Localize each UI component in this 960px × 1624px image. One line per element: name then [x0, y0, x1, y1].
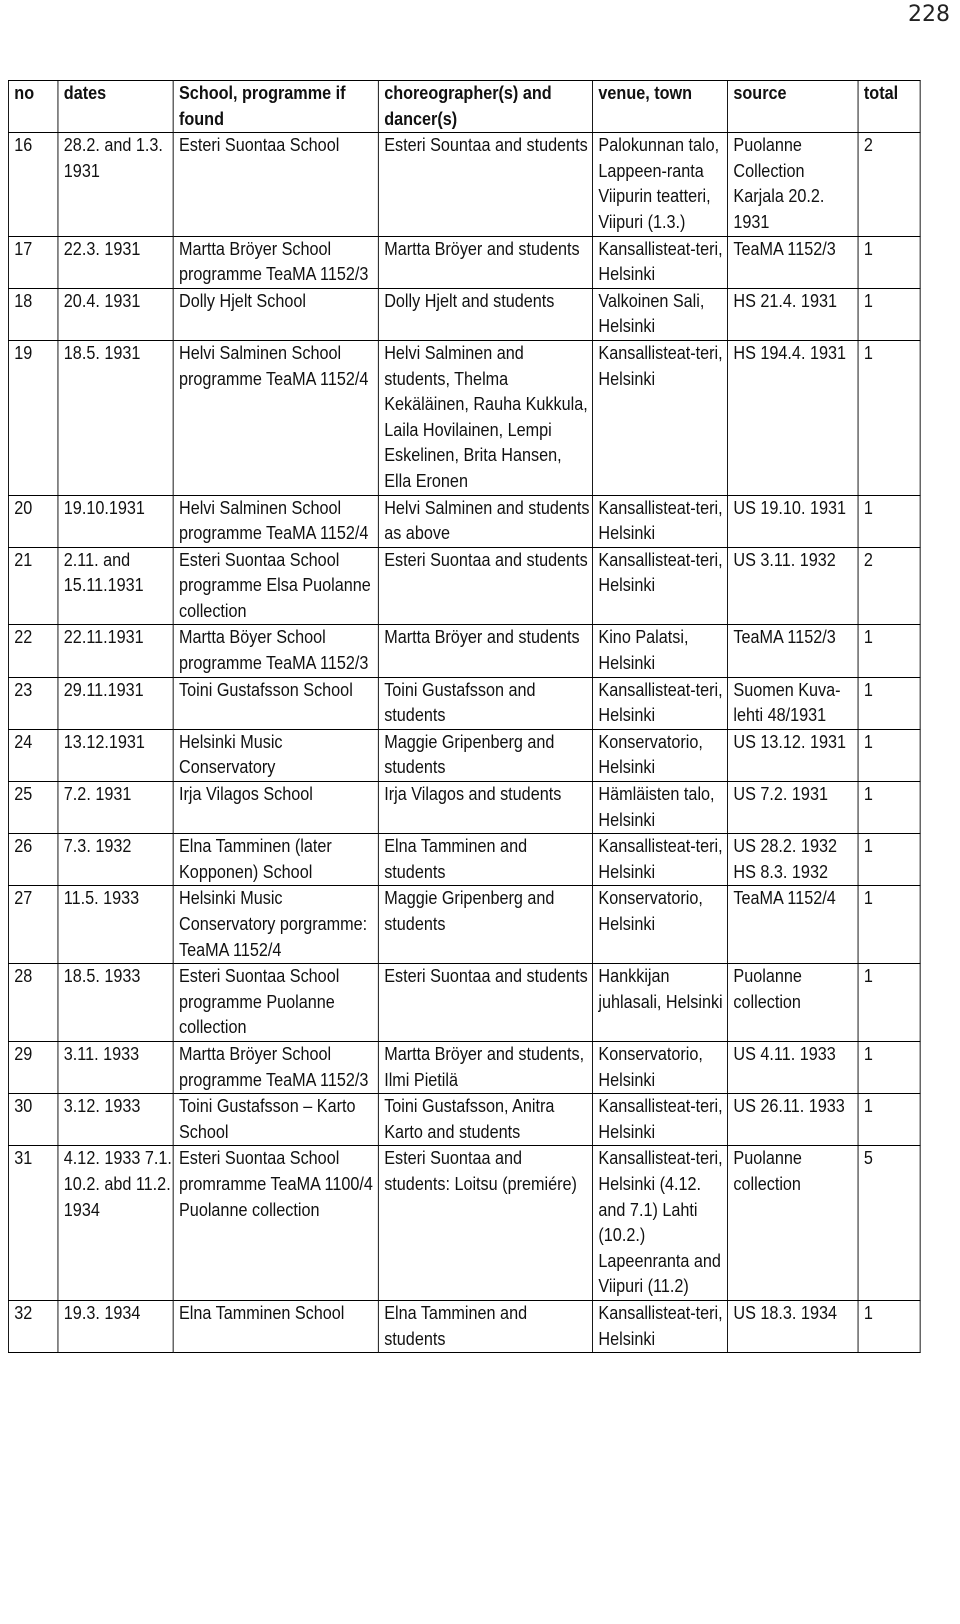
- table-row: [8, 625, 920, 677]
- cell-venue: Hankkijan juhlasali, Helsinki: [593, 964, 728, 1042]
- cell-school: Esteri Suontaa School programme Puolanne collection: [173, 964, 378, 1042]
- cell-dates: 28.2. and 1.3. 1931: [58, 133, 173, 236]
- cell-dates: 18.5. 1933: [58, 964, 173, 1042]
- cell-no: 20: [8, 495, 57, 547]
- cell-total: 2: [858, 133, 920, 236]
- cell-choreographer: Esteri Suontaa and students: Loitsu (premiére): [378, 1146, 592, 1301]
- cell-source: TeaMA 1152/4: [728, 886, 859, 964]
- cell-total: 1: [858, 288, 920, 340]
- cell-venue: Kansallisteat-teri, Helsinki: [593, 1094, 728, 1146]
- cell-school: Helvi Salminen School programme TeaMA 1152/4: [173, 340, 378, 495]
- table-row: [8, 677, 920, 729]
- cell-dates: 18.5. 1931: [58, 340, 173, 495]
- cell-school: Toini Gustafsson School: [173, 677, 378, 729]
- table-body: [8, 133, 920, 1353]
- cell-total: 1: [858, 729, 920, 781]
- cell-choreographer: Esteri Sountaa and students: [378, 133, 592, 236]
- cell-school: Esteri Suontaa School programme Elsa Puolanne collection: [173, 547, 378, 625]
- cell-source: US 4.11. 1933: [728, 1041, 859, 1093]
- cell-source: Puolanne collection: [728, 1146, 859, 1301]
- cell-venue: Kansallisteat-teri, Helsinki: [593, 495, 728, 547]
- cell-venue: Kansallisteat-teri, Helsinki (4.12. and 7.1) Lahti (10.2.) Lapeenranta and Viipuri (11.2): [593, 1146, 728, 1301]
- header-no: no: [8, 81, 57, 133]
- table-row: [8, 133, 920, 236]
- cell-choreographer: Martta Bröyer and students: [378, 625, 592, 677]
- cell-no: 23: [8, 677, 57, 729]
- cell-source: US 3.11. 1932: [728, 547, 859, 625]
- cell-total: 1: [858, 1300, 920, 1352]
- cell-no: 30: [8, 1094, 57, 1146]
- cell-source: HS 194.4. 1931: [728, 340, 859, 495]
- cell-choreographer: Dolly Hjelt and students: [378, 288, 592, 340]
- cell-total: 1: [858, 1041, 920, 1093]
- table-row: [8, 1094, 920, 1146]
- cell-dates: 19.3. 1934: [58, 1300, 173, 1352]
- cell-venue: Kansallisteat-teri, Helsinki: [593, 236, 728, 288]
- cell-source: Puolanne collection: [728, 964, 859, 1042]
- cell-school: Martta Bröyer School programme TeaMA 1152/3: [173, 1041, 378, 1093]
- cell-total: 1: [858, 886, 920, 964]
- cell-dates: 29.11.1931: [58, 677, 173, 729]
- table-row: [8, 1146, 920, 1301]
- table-row: [8, 1300, 920, 1352]
- table-row: [8, 236, 920, 288]
- table-row: [8, 729, 920, 781]
- cell-no: 17: [8, 236, 57, 288]
- cell-dates: 11.5. 1933: [58, 886, 173, 964]
- cell-school: Esteri Suontaa School: [173, 133, 378, 236]
- cell-choreographer: Toini Gustafsson and students: [378, 677, 592, 729]
- cell-venue: Kino Palatsi, Helsinki: [593, 625, 728, 677]
- cell-source: Suomen Kuva-lehti 48/1931: [728, 677, 859, 729]
- cell-choreographer: Martta Bröyer and students: [378, 236, 592, 288]
- cell-dates: 19.10.1931: [58, 495, 173, 547]
- cell-source: US 7.2. 1931: [728, 782, 859, 834]
- table-row: [8, 834, 920, 886]
- cell-venue: Konservatorio, Helsinki: [593, 729, 728, 781]
- cell-choreographer: Elna Tamminen and students: [378, 1300, 592, 1352]
- cell-source: Puolanne Collection Karjala 20.2. 1931: [728, 133, 859, 236]
- cell-choreographer: Esteri Suontaa and students: [378, 547, 592, 625]
- cell-venue: Hämläisten talo, Helsinki: [593, 782, 728, 834]
- cell-school: Helsinki Music Conservatory: [173, 729, 378, 781]
- table-row: [8, 495, 920, 547]
- cell-dates: 2.11. and 15.11.1931: [58, 547, 173, 625]
- cell-venue: Palokunnan talo, Lappeen-ranta Viipurin teatteri, Viipuri (1.3.): [593, 133, 728, 236]
- cell-choreographer: Helvi Salminen and students, Thelma Kekäläinen, Rauha Kukkula, Laila Hovilainen, Lempi Eskelinen, Brita Hansen, Ella Eronen: [378, 340, 592, 495]
- cell-source: US 13.12. 1931: [728, 729, 859, 781]
- cell-school: Toini Gustafsson – Karto School: [173, 1094, 378, 1146]
- cell-choreographer: Martta Bröyer and students, Ilmi Pietilä: [378, 1041, 592, 1093]
- cell-total: 1: [858, 1094, 920, 1146]
- cell-dates: 13.12.1931: [58, 729, 173, 781]
- cell-total: 1: [858, 677, 920, 729]
- cell-dates: 22.3. 1931: [58, 236, 173, 288]
- header-source: source: [728, 81, 859, 133]
- cell-choreographer: Maggie Gripenberg and students: [378, 886, 592, 964]
- performance-table-wrapper: [8, 80, 920, 1353]
- cell-source: TeaMA 1152/3: [728, 625, 859, 677]
- header-venue: venue, town: [593, 81, 728, 133]
- cell-choreographer: Maggie Gripenberg and students: [378, 729, 592, 781]
- cell-no: 22: [8, 625, 57, 677]
- cell-no: 26: [8, 834, 57, 886]
- page-number: 228: [908, 2, 950, 27]
- cell-no: 27: [8, 886, 57, 964]
- cell-source: US 18.3. 1934: [728, 1300, 859, 1352]
- header-choreographer: choreographer(s) and dancer(s): [378, 81, 592, 133]
- cell-choreographer: Elna Tamminen and students: [378, 834, 592, 886]
- cell-dates: 4.12. 1933 7.1. 10.2. abd 11.2. 1934: [58, 1146, 173, 1301]
- cell-total: 1: [858, 495, 920, 547]
- cell-no: 25: [8, 782, 57, 834]
- cell-no: 31: [8, 1146, 57, 1301]
- cell-venue: Konservatorio, Helsinki: [593, 1041, 728, 1093]
- cell-no: 28: [8, 964, 57, 1042]
- cell-school: Martta Bröyer School programme TeaMA 1152/3: [173, 236, 378, 288]
- cell-school: Elna Tamminen (later Kopponen) School: [173, 834, 378, 886]
- cell-total: 1: [858, 782, 920, 834]
- cell-total: 1: [858, 964, 920, 1042]
- cell-venue: Valkoinen Sali, Helsinki: [593, 288, 728, 340]
- cell-total: 5: [858, 1146, 920, 1301]
- header-school: School, programme if found: [173, 81, 378, 133]
- table-row: [8, 340, 920, 495]
- cell-dates: 20.4. 1931: [58, 288, 173, 340]
- cell-no: 24: [8, 729, 57, 781]
- cell-venue: Konservatorio, Helsinki: [593, 886, 728, 964]
- cell-total: 1: [858, 625, 920, 677]
- cell-choreographer: Irja Vilagos and students: [378, 782, 592, 834]
- cell-school: Elna Tamminen School: [173, 1300, 378, 1352]
- cell-venue: Kansallisteat-teri, Helsinki: [593, 677, 728, 729]
- cell-total: 1: [858, 834, 920, 886]
- cell-total: 1: [858, 236, 920, 288]
- cell-school: Dolly Hjelt School: [173, 288, 378, 340]
- cell-venue: Kansallisteat-teri, Helsinki: [593, 547, 728, 625]
- cell-no: 21: [8, 547, 57, 625]
- cell-venue: Kansallisteat-teri, Helsinki: [593, 834, 728, 886]
- header-dates: dates: [58, 81, 173, 133]
- cell-dates: 7.2. 1931: [58, 782, 173, 834]
- table-row: [8, 964, 920, 1042]
- cell-dates: 22.11.1931: [58, 625, 173, 677]
- cell-no: 18: [8, 288, 57, 340]
- cell-total: 2: [858, 547, 920, 625]
- cell-source: TeaMA 1152/3: [728, 236, 859, 288]
- cell-school: Irja Vilagos School: [173, 782, 378, 834]
- cell-school: Esteri Suontaa School promramme TeaMA 1100/4 Puolanne collection: [173, 1146, 378, 1301]
- table-row: [8, 288, 920, 340]
- performance-table: [8, 80, 921, 1353]
- cell-no: 19: [8, 340, 57, 495]
- table-row: [8, 886, 920, 964]
- cell-dates: 3.11. 1933: [58, 1041, 173, 1093]
- cell-school: Helvi Salminen School programme TeaMA 1152/4: [173, 495, 378, 547]
- cell-no: 16: [8, 133, 57, 236]
- cell-source: US 28.2. 1932 HS 8.3. 1932: [728, 834, 859, 886]
- cell-venue: Kansallisteat-teri, Helsinki: [593, 340, 728, 495]
- header-total: total: [858, 81, 920, 133]
- cell-school: Martta Böyer School programme TeaMA 1152/3: [173, 625, 378, 677]
- cell-no: 32: [8, 1300, 57, 1352]
- table-row: [8, 1041, 920, 1093]
- cell-source: HS 21.4. 1931: [728, 288, 859, 340]
- cell-source: US 26.11. 1933: [728, 1094, 859, 1146]
- cell-dates: 3.12. 1933: [58, 1094, 173, 1146]
- cell-choreographer: Helvi Salminen and students as above: [378, 495, 592, 547]
- cell-no: 29: [8, 1041, 57, 1093]
- cell-venue: Kansallisteat-teri, Helsinki: [593, 1300, 728, 1352]
- cell-dates: 7.3. 1932: [58, 834, 173, 886]
- table-row: [8, 547, 920, 625]
- cell-choreographer: Toini Gustafsson, Anitra Karto and students: [378, 1094, 592, 1146]
- cell-choreographer: Esteri Suontaa and students: [378, 964, 592, 1042]
- cell-school: Helsinki Music Conservatory porgramme: TeaMA 1152/4: [173, 886, 378, 964]
- table-row: [8, 782, 920, 834]
- cell-total: 1: [858, 340, 920, 495]
- table-header-row: [8, 81, 920, 133]
- cell-source: US 19.10. 1931: [728, 495, 859, 547]
